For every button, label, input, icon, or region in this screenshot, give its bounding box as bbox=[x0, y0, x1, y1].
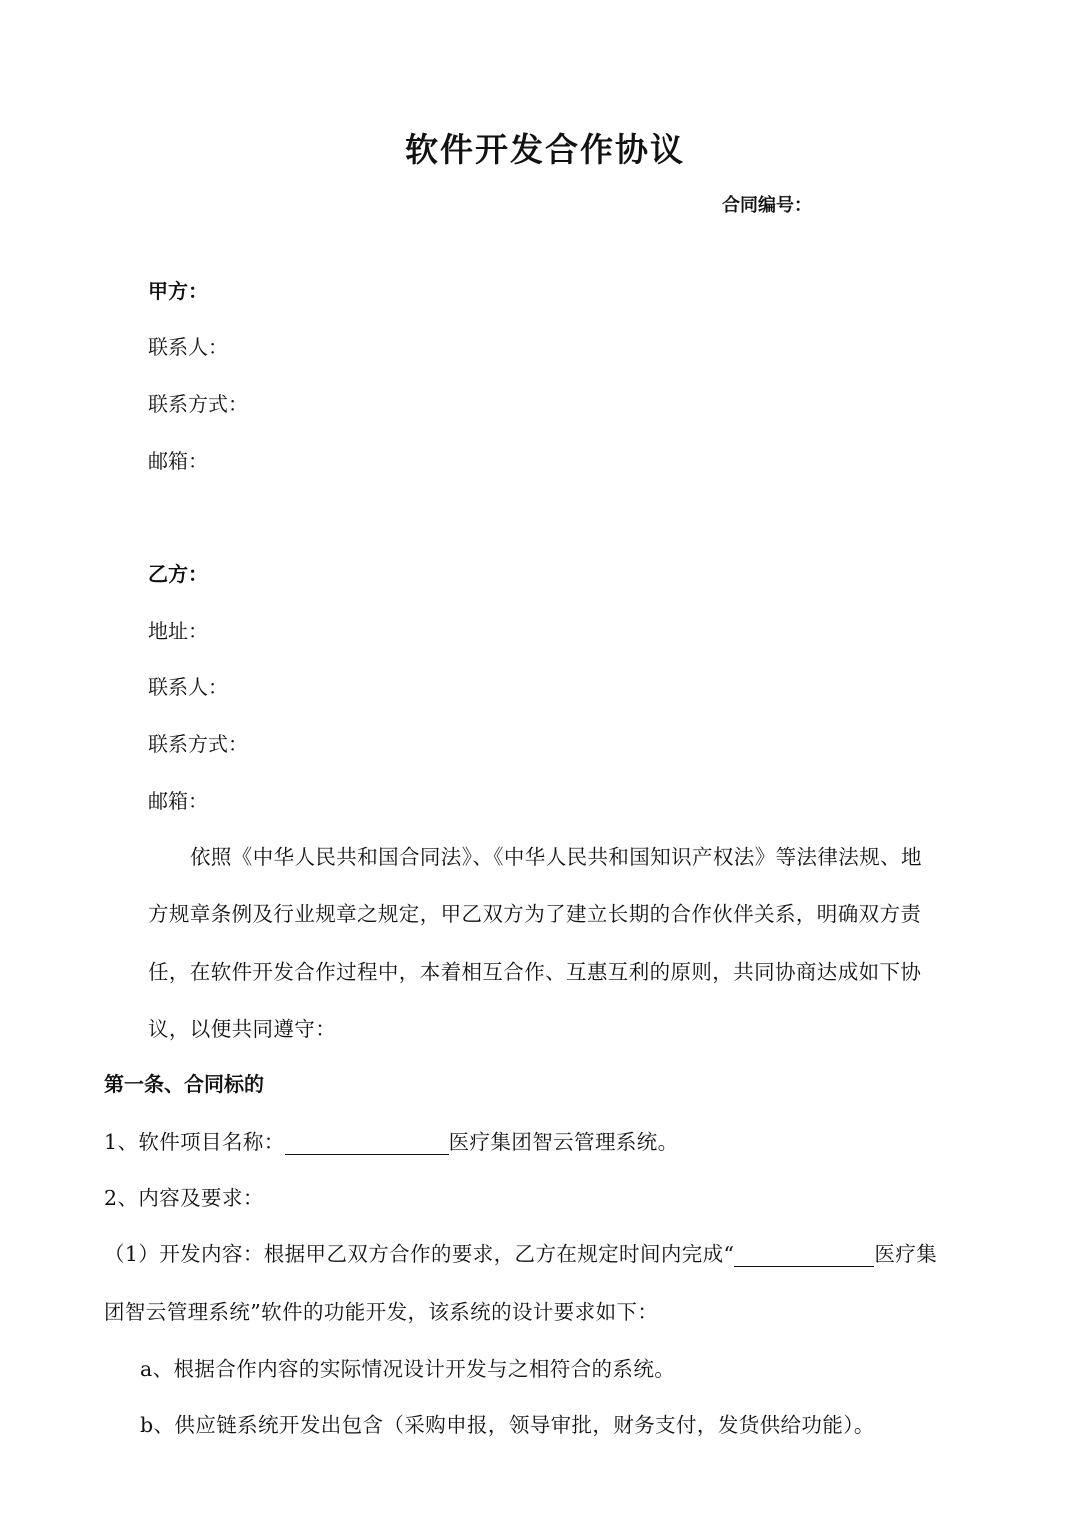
item-1-suffix: 医疗集团智云管理系统。 bbox=[448, 1130, 679, 1154]
party-b-contact-method: 联系方式： bbox=[148, 732, 248, 756]
sub-item-1-line-1 bbox=[104, 1237, 937, 1267]
party-a-email: 邮箱： bbox=[148, 449, 208, 473]
article-1-heading: 第一条、合同标的 bbox=[104, 1072, 264, 1096]
page-title: 软件开发合作协议 bbox=[405, 130, 685, 169]
sub-item-1-suffix: 医疗集 bbox=[874, 1242, 938, 1266]
preamble-line-1: 依照《中华人民共和国合同法》、《中华人民共和国知识产权法》等法律法规、地 bbox=[190, 845, 922, 869]
item-2-content: 2、内容及要求： bbox=[104, 1186, 264, 1210]
preamble-line-2: 方规章条例及行业规章之规定，甲乙双方为了建立长期的合作伙伴关系，明确双方责 bbox=[148, 902, 922, 926]
party-a-contact-method: 联系方式： bbox=[148, 392, 248, 416]
requirement-a: a、根据合作内容的实际情况设计开发与之相符合的系统。 bbox=[140, 1357, 676, 1381]
party-a-contact-person: 联系人： bbox=[148, 335, 228, 359]
sub-item-1-line-2: 团智云管理系统”软件的功能开发，该系统的设计要求如下： bbox=[104, 1300, 659, 1324]
party-b-email: 邮箱： bbox=[148, 789, 208, 813]
system-name-blank bbox=[734, 1242, 874, 1267]
project-name-blank bbox=[285, 1130, 449, 1155]
preamble-line-3: 任，在软件开发合作过程中，本着相互合作、互惠互利的原则，共同协商达成如下协 bbox=[148, 960, 922, 984]
party-a-heading: 甲方： bbox=[148, 279, 208, 303]
sub-item-1-prefix: （1）开发内容：根据甲乙双方合作的要求，乙方在规定时间内完成“ bbox=[104, 1242, 735, 1266]
item-1-prefix: 1、软件项目名称： bbox=[104, 1130, 285, 1154]
requirement-b: b、供应链系统开发出包含（采购申报，领导审批，财务支付，发货供给功能）。 bbox=[140, 1413, 875, 1437]
party-b-address: 地址： bbox=[148, 619, 208, 643]
party-b-heading: 乙方： bbox=[148, 562, 208, 586]
preamble-line-4: 议，以便共同遵守： bbox=[148, 1017, 337, 1041]
item-1-project-name bbox=[104, 1125, 679, 1155]
party-b-contact-person: 联系人： bbox=[148, 675, 228, 699]
contract-number-label: 合同编号： bbox=[722, 195, 812, 216]
